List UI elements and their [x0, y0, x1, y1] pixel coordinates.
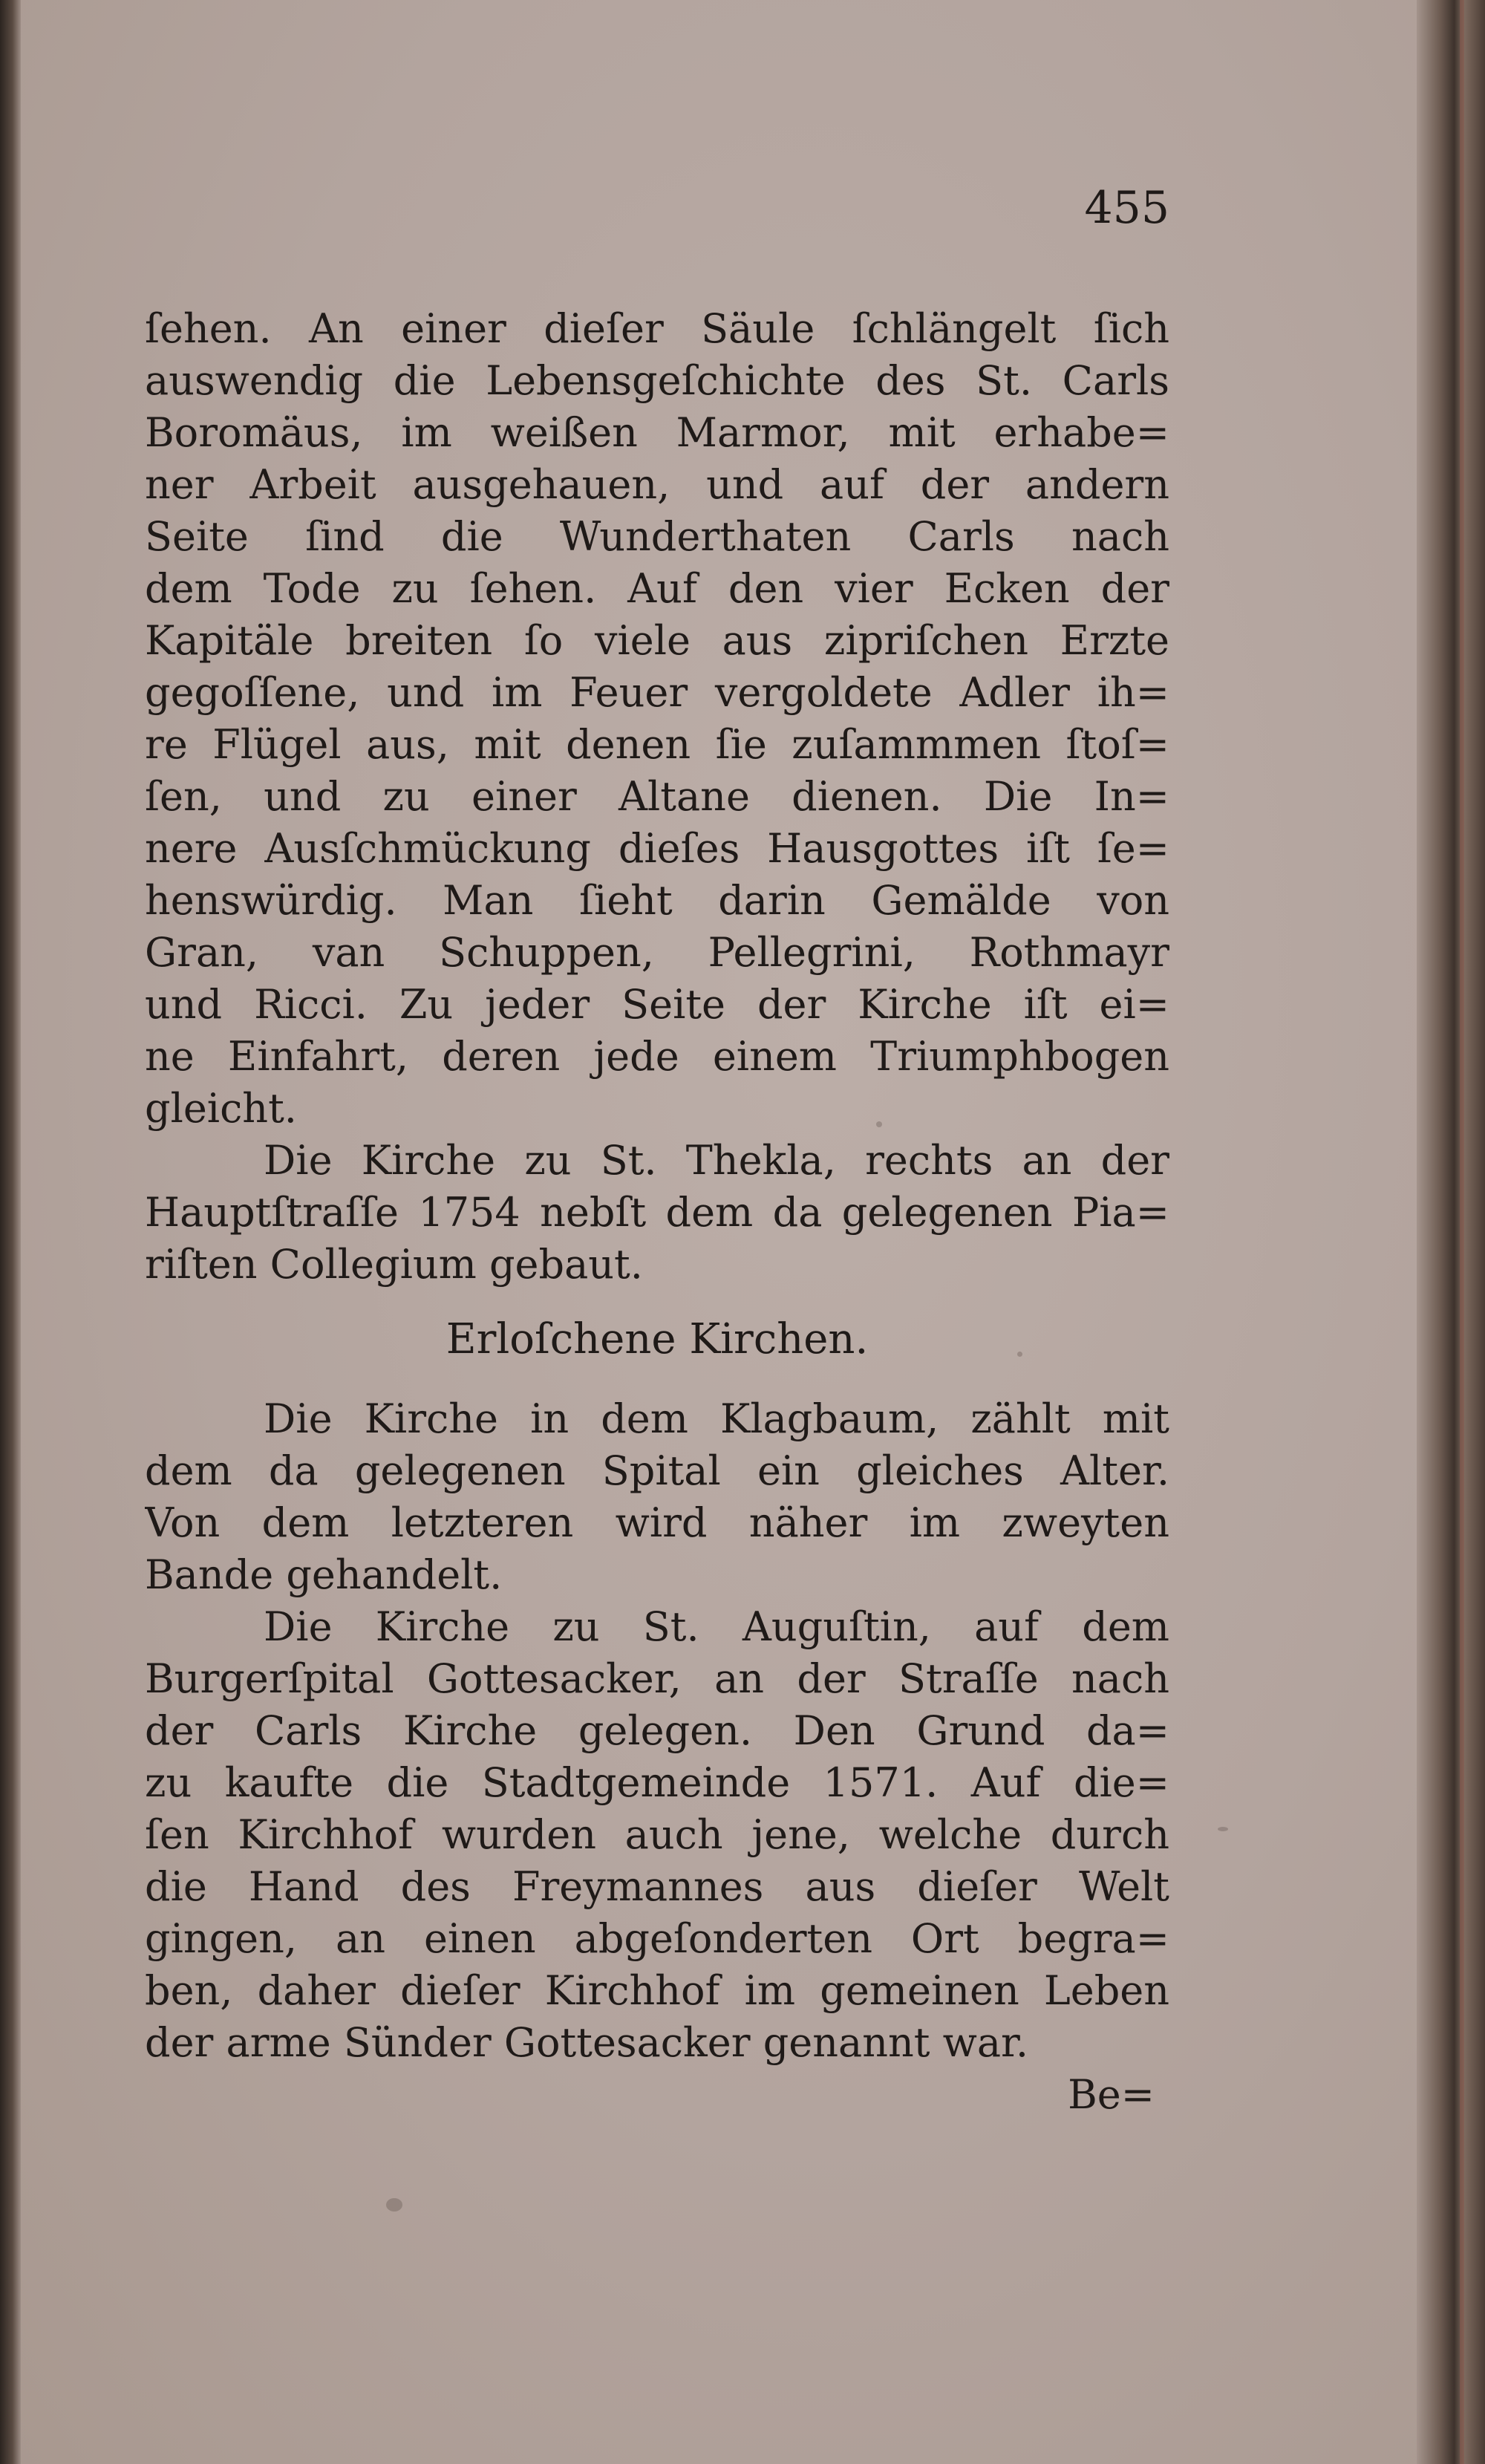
text-line: Die Kirche zu St. Auguſtin, auf dem — [264, 1603, 1169, 1650]
text-line: nere Ausſchmückung dieſes Hausgottes iſt ſe= — [145, 825, 1169, 872]
text-line: ne Einfahrt, deren jede einem Triumphbogen — [145, 1033, 1169, 1080]
text-line: Die Kirche zu St. Thekla, rechts an der — [264, 1137, 1169, 1184]
section-heading: Erloſchene Kirchen. — [446, 1315, 869, 1363]
binding-gutter — [0, 0, 21, 2464]
text-line: ſen, und zu einer Altane dienen. Die In= — [145, 773, 1169, 820]
text-line: Bande gehandelt. — [145, 1551, 503, 1598]
catchword: Be= — [1068, 2071, 1155, 2118]
page-edge — [1417, 0, 1485, 2464]
text-line: der Carls Kirche gelegen. Den Grund da= — [145, 1707, 1169, 1754]
body-text — [145, 303, 1169, 2121]
text-line: zu kaufte die Stadtgemeinde 1571. Auf die= — [145, 1759, 1169, 1806]
text-line: gleicht. — [145, 1085, 297, 1132]
text-line: ner Arbeit ausgehauen, und auf der andern — [145, 461, 1169, 508]
text-line: der arme Sünder Gottesacker genannt war. — [145, 2019, 1029, 2066]
text-line: Seite ſind die Wunderthaten Carls nach — [145, 513, 1169, 560]
text-line: Die Kirche in dem Klagbaum, zählt mit — [264, 1395, 1169, 1442]
page-edge-stain — [1460, 0, 1464, 2464]
text-line: gegoſſene, und im Feuer vergoldete Adler ih= — [145, 669, 1169, 716]
text-line: riſten Collegium gebaut. — [145, 1241, 643, 1288]
paper-speck — [386, 2198, 402, 2212]
paper-speck — [1218, 1827, 1228, 1831]
text-line: ſehen. An einer dieſer Säule ſchlängelt ſich — [145, 305, 1169, 352]
text-line: ſen Kirchhof wurden auch jene, welche durch — [145, 1811, 1169, 1858]
text-line: ben, daher dieſer Kirchhof im gemeinen Leben — [145, 1967, 1169, 2014]
text-line: re Flügel aus, mit denen ſie zuſammmen ſtoſ= — [145, 721, 1169, 768]
text-line: die Hand des Freymannes aus dieſer Welt — [145, 1863, 1169, 1910]
page-number: 455 — [1084, 182, 1169, 234]
text-line: Hauptſtraſſe 1754 nebſt dem da gelegenen Pia= — [145, 1189, 1169, 1236]
text-line: henswürdig. Man ſieht darin Gemälde von — [145, 877, 1169, 924]
text-line: und Ricci. Zu jeder Seite der Kirche iſt ei= — [145, 981, 1169, 1028]
text-line: Von dem letzteren wird näher im zweyten — [145, 1499, 1169, 1546]
text-line: auswendig die Lebensgeſchichte des St. Carls — [145, 357, 1169, 404]
text-line: Kapitäle breiten ſo viele aus zipriſchen Erzte — [145, 617, 1169, 664]
text-line: Boromäus, im weißen Marmor, mit erhabe= — [145, 409, 1169, 456]
text-line: Burgerſpital Gottesacker, an der Straſſe nach — [145, 1655, 1169, 1702]
text-line: dem Tode zu ſehen. Auf den vier Ecken der — [145, 565, 1169, 612]
text-line: dem da gelegenen Spital ein gleiches Alter. — [145, 1447, 1169, 1494]
text-line: Gran, van Schuppen, Pellegrini, Rothmayr — [145, 929, 1169, 976]
text-line: gingen, an einen abgeſonderten Ort begra= — [145, 1915, 1169, 1962]
